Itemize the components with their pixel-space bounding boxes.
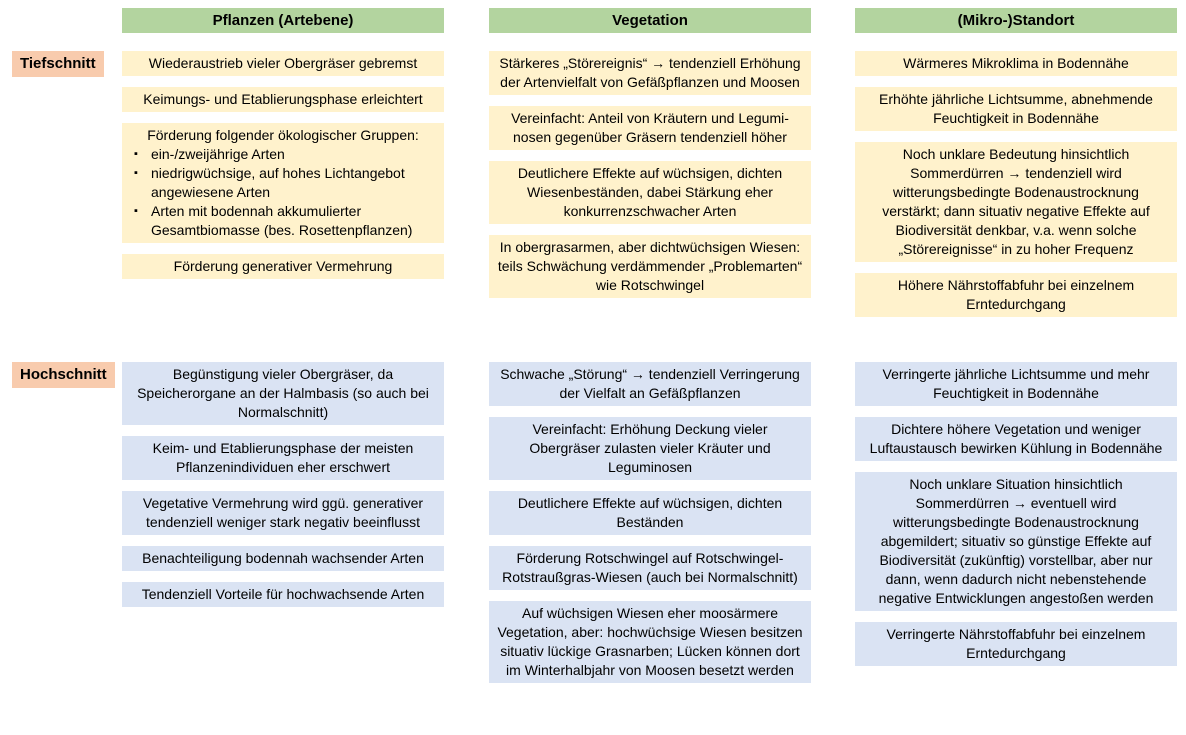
info-box: Förderung generativer Vermehrung xyxy=(122,254,444,279)
bullet-item: ▪ ein-/zweijährige Arten xyxy=(134,145,436,164)
bullet-item: ▪ niedrigwüchsige, auf hohes Lichtangebot angewiesene Arten xyxy=(134,164,436,202)
cell-tiefschnitt-standort xyxy=(855,51,1177,317)
column-header-mikro-standort: (Mikro-)Standort xyxy=(855,8,1177,33)
info-box: Vereinfacht: Erhöhung Deckung vieler Obergräser zulasten vieler Kräuter und Leguminosen xyxy=(489,417,811,480)
info-box: Begünstigung vieler Obergräser, da Speicherorgane an der Halmbasis (so auch bei Normalschnitt) xyxy=(122,362,444,425)
info-box: Deutlichere Effekte auf wüchsigen, dichten Wiesenbeständen, dabei Stärkung eher konkurrenzschwacher Arten xyxy=(489,161,811,224)
info-box: Wiederaustrieb vieler Obergräser gebremst xyxy=(122,51,444,76)
info-box: In obergrasarmen, aber dichtwüchsigen Wiesen: teils Schwächung verdämmender „Problemarten“ wie Rotschwingel xyxy=(489,235,811,298)
info-box: Deutlichere Effekte auf wüchsigen, dichten Beständen xyxy=(489,491,811,535)
info-box: Dichtere höhere Vegetation und weniger Luftaustausch bewirken Kühlung in Bodennähe xyxy=(855,417,1177,461)
bullet-list-title: Förderung folgender ökologischer Gruppen: xyxy=(147,127,419,143)
info-box: Tendenziell Vorteile für hochwachsende Arten xyxy=(122,582,444,607)
cell-hochschnitt-standort xyxy=(855,362,1177,666)
cell-hochschnitt-pflanzen xyxy=(122,362,444,607)
bullet-list xyxy=(130,145,436,240)
bullet-item: ▪ Arten mit bodennah akkumulierter Gesamtbiomasse (bes. Rosettenpflanzen) xyxy=(134,202,436,240)
cell-tiefschnitt-vegetation xyxy=(489,51,811,298)
info-box: Wärmeres Mikroklima in Bodennähe xyxy=(855,51,1177,76)
info-box: Höhere Nährstoffabfuhr bei einzelnem Erntedurchgang xyxy=(855,273,1177,317)
info-box: Verringerte jährliche Lichtsumme und mehr Feuchtigkeit in Bodennähe xyxy=(855,362,1177,406)
cell-tiefschnitt-pflanzen xyxy=(122,51,444,279)
column-header-vegetation: Vegetation xyxy=(489,8,811,33)
info-box: Verringerte Nährstoffabfuhr bei einzelnem Erntedurchgang xyxy=(855,622,1177,666)
info-box: Stärkeres „Störereignis“ → tendenziell Erhöhung der Artenvielfalt von Gefäßpflanzen und Moosen xyxy=(489,51,811,95)
info-box: Vereinfacht: Anteil von Kräutern und Leguminosen gegenüber Gräsern tendenziell höher xyxy=(489,106,811,150)
info-box: Keimungs- und Etablierungsphase erleichtert xyxy=(122,87,444,112)
info-box: Noch unklare Situation hinsichtlich Sommerdürren → eventuell wird witterungsbedingte Bodenaustrocknung abgemildert; situativ so günstige Effekte auf Biodiversität (zukünftig) vorstellbar, aber nur dann, wenn dadurch nicht nebenstehende negative Entwicklungen angestoßen werden xyxy=(855,472,1177,611)
info-box: Auf wüchsigen Wiesen eher moosärmere Vegetation, aber: hochwüchsige Wiesen besitzen situativ lückige Grasnarben; Lücken können dort im Winterhalbjahr von Moosen besetzt werden xyxy=(489,601,811,683)
info-box-with-bullets xyxy=(122,123,444,243)
info-box: Noch unklare Bedeutung hinsichtlich Sommerdürren → tendenziell wird witterungsbedingte Bodenaustrocknung verstärkt; dann situativ negative Effekte auf Biodiversität denkbar, v.a. wenn solche „Störereignisse“ in zu hoher Frequenz xyxy=(855,142,1177,262)
info-box: Benachteiligung bodennah wachsender Arten xyxy=(122,546,444,571)
cell-hochschnitt-vegetation xyxy=(489,362,811,683)
info-box: Keim- und Etablierungsphase der meisten Pflanzenindividuen eher erschwert xyxy=(122,436,444,480)
column-header-pflanzen: Pflanzen (Artebene) xyxy=(122,8,444,33)
row-label-hochschnitt: Hochschnitt xyxy=(12,362,115,388)
info-box: Vegetative Vermehrung wird ggü. generativer tendenziell weniger stark negativ beeinflusst xyxy=(122,491,444,535)
info-box: Erhöhte jährliche Lichtsumme, abnehmende Feuchtigkeit in Bodennähe xyxy=(855,87,1177,131)
row-label-tiefschnitt: Tiefschnitt xyxy=(12,51,104,77)
info-box: Schwache „Störung“ → tendenziell Verringerung der Vielfalt an Gefäßpflanzen xyxy=(489,362,811,406)
info-box: Förderung Rotschwingel auf Rotschwingel-Rotstraußgras-Wiesen (auch bei Normalschnitt) xyxy=(489,546,811,590)
